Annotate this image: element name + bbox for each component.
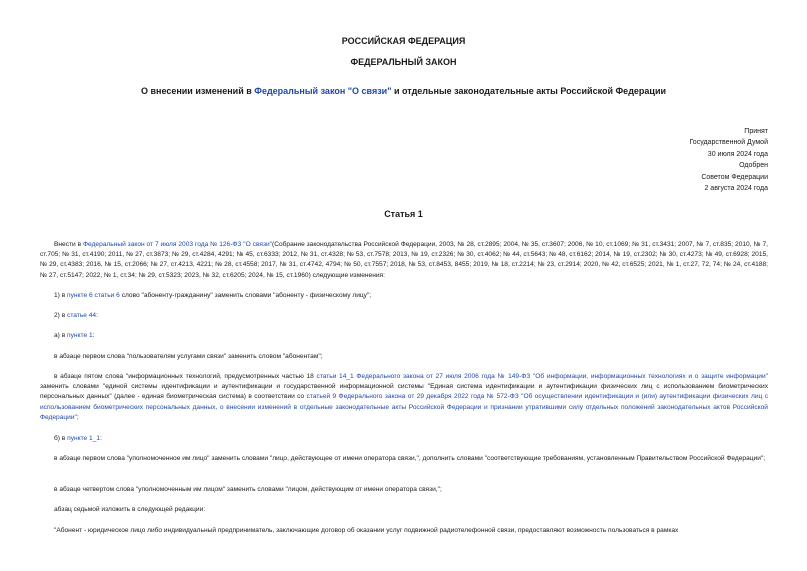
paragraph-text: :	[96, 312, 98, 319]
paragraph-intro	[40, 240, 768, 281]
paragraph-text: в абзаце четвертом слова "уполномоченным им лицом" заменить словами "лицом, действующим от имени оператора связи,";	[54, 486, 442, 493]
title-prefix: О внесении изменений в	[140, 86, 255, 96]
law-149-link[interactable]: статьи 14_1 Федерального закона от 27 июля 2006 года № 149-ФЗ "Об информации, информационных технологиях и о защите информации"	[316, 373, 768, 380]
paragraph-text: абзац седьмой изложить в следующей редакции:	[54, 506, 206, 513]
article-6-link[interactable]: пункте 6 статьи 6	[67, 292, 120, 299]
title-law-link[interactable]: Федеральный закон "О связи"	[254, 86, 392, 96]
article-44-link[interactable]: статье 44	[67, 312, 97, 319]
paragraph-text: заменить словами "единой системы идентификации и аутентификации и государственной информационной системы "Единая система идентификации и аутентификации физических лиц с использованием биометрических персональных данных" (далее - единая биометрическая система) в соответствии со	[40, 383, 768, 401]
paragraph-text: в абзаце первом слова "уполномоченное им лицо" заменить словами "лицо, действующее от имени оператора связи,", дополнить словами "соответствующие требованиям, установленным Правительством Российской Федерации";	[54, 455, 766, 462]
paragraph-text: Внести в	[54, 241, 84, 248]
point-1-1-link[interactable]: пункте 1_1	[67, 435, 101, 442]
paragraph-first-abzac	[40, 352, 768, 362]
paragraph-item-2	[40, 311, 768, 321]
paragraph-item-1	[40, 291, 768, 301]
law-title	[0, 86, 807, 96]
article-heading: Статья 1	[384, 209, 423, 219]
title-suffix: и отдельные законодательные акты Российской Федерации	[391, 86, 667, 96]
paragraph-text: слово "абоненту-гражданину" заменить словами "абоненту - физическому лицу";	[119, 292, 372, 299]
paragraph-text: :	[100, 435, 102, 442]
point-1-link[interactable]: пункте 1	[67, 332, 93, 339]
doc-type-heading: ФЕДЕРАЛЬНЫЙ ЗАКОН	[350, 57, 457, 67]
paragraph-quote	[40, 526, 768, 536]
paragraph-text: "Абонент - юридическое лицо либо индивидуальный предприниматель, заключающие договор об оказании услуг подвижной радиотелефонной связи, предоставляют возможность пользоваться в рамках	[54, 527, 679, 534]
paragraph-seventh-abzac	[40, 505, 768, 515]
paragraph-fourth-abzac	[40, 485, 768, 495]
paragraph-text: :	[92, 332, 95, 339]
adoption-line: 2 августа 2024 года	[704, 185, 768, 193]
paragraph-text: в абзаце первом слова "пользователям услугами связи" заменить словом "абонентам";	[54, 353, 323, 360]
adoption-line: Советом Федерации	[701, 173, 768, 181]
paragraph-text: 1) в	[54, 292, 68, 299]
paragraph-text: в абзаце пятом слова "информационных технологий, предусмотренных частью 18	[54, 373, 317, 380]
paragraph-item-b	[40, 434, 768, 444]
adoption-line: 30 июля 2024 года	[707, 150, 768, 158]
adoption-line: Принят	[744, 128, 768, 135]
adoption-line: Одобрен	[739, 162, 768, 170]
country-heading: РОССИЙСКАЯ ФЕДЕРАЦИЯ	[341, 36, 466, 46]
paragraph-text: 2) в	[54, 312, 68, 319]
law-572-link[interactable]: статьей 9 Федерального закона от 29 декабря 2022 года № 572-ФЗ "Об осуществлении идентификации и (или) аутентификации физических лиц с использованием биометрических персональных данных, о внесении изменений в отдельные законодательные акты Российской Федерации и признании утратившими силу отдельных положений законодательных актов Российской Федерации"	[40, 393, 768, 421]
paragraph-text: а) в	[54, 332, 68, 339]
law-126-link[interactable]: Федеральный закон от 7 июля 2003 года № 126-ФЗ "О связи"	[83, 241, 273, 248]
paragraph-text: (Собрание законодательства Российской Федерации, 2003, № 28, ст.2895; 2004, № 35, ст.3607; 2006, № 10, ст.1069; № 31, ст.3431; 2007, № 7, ст.835; 2010, № 7, ст.705; № 31, ст.4190; 2011, № 27, ст.3873; № 29, ст.4284, 4291; № 45, ст.6333; 2012, № 31, ст.4328; № 53, ст.7578; 2013, № 19, ст.2326; № 30, ст.4062; № 44, ст.5643; № 48, ст.6162; 2014, № 19, ст.2302; № 30, ст.4273; № 49, ст.6928; 2015, № 29, ст.4383; 2016, № 15, ст.2066; № 27, ст.4213, 4221; № 28, ст.4558; 2017, № 31, ст.4742, 4794; № 50, ст.7557; 2018, № 53, ст.8453, 8455; 2019, № 18, ст.2214; № 23, ст.2914; 2020, № 42, ст.6525; 2021, № 1, ст.27, 72, 74; № 24, ст.4188; № 27, ст.5147; 2022, № 1, ст.34; № 29, ст.5323; 2023, № 32, ст.6205; 2024, № 15, ст.1960) следующие изменения:	[40, 241, 768, 279]
adoption-line: Государственной Думой	[689, 139, 768, 147]
paragraph-fifth-abzac	[40, 372, 768, 423]
paragraph-text: б) в	[54, 435, 68, 442]
paragraph-item-a	[40, 331, 768, 341]
adoption-block	[689, 126, 768, 194]
paragraph-first-abzac-b	[40, 454, 768, 464]
paragraph-text: ;	[76, 413, 79, 421]
